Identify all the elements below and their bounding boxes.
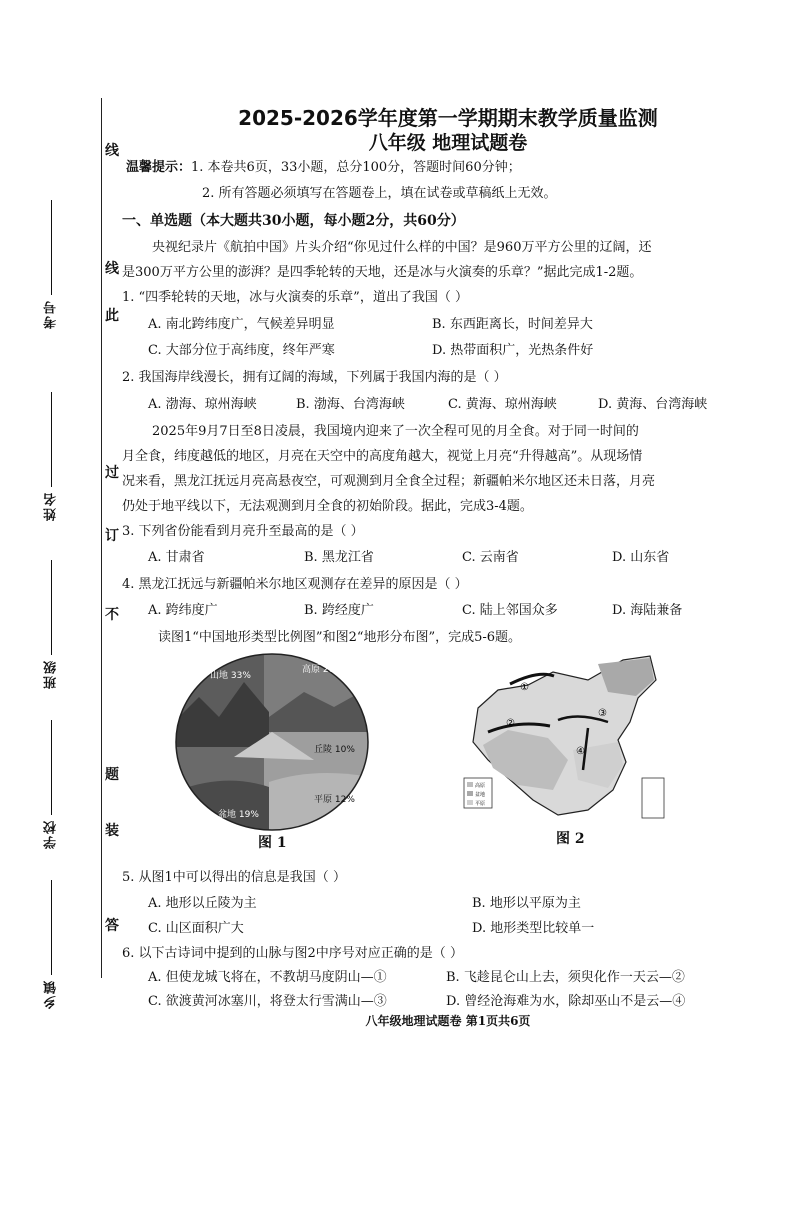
fig2-marker-1: ① — [520, 682, 529, 693]
question-4-stem: 4. 黑龙江抚远与新疆帕米尔地区观测存在差异的原因是（ ） — [122, 577, 468, 592]
tips-label: 温馨提示： — [126, 160, 192, 175]
passage-1-line-2: 是300万平方公里的澎湃？是四季轮转的天地，还是冰与火演奏的乐章？”据此完成1-2题。 — [122, 265, 643, 280]
seal-char: 题 — [105, 767, 119, 783]
passage-2-line-2: 月全食，纬度越低的地区，月亮在天空中的高度角越大，视觉上月亮“升得越高”。从现场情 — [122, 449, 643, 464]
question-2-option-d: D. 黄海、台湾海峡 — [598, 397, 708, 412]
question-3-option-d: D. 山东省 — [612, 550, 670, 565]
fig2-legend-plain: 平原 — [475, 801, 486, 807]
question-1-stem: 1. “四季轮转的天地，冰与火演奏的乐章”，道出了我国（ ） — [122, 290, 468, 305]
binding-sidebar — [0, 0, 120, 1208]
figure-2-terrain-map — [458, 650, 670, 832]
page-footer: 八年级地理试题卷 第1页共6页 — [365, 1014, 531, 1028]
binding-line — [101, 98, 102, 978]
field-name: 姓名 — [42, 392, 72, 521]
question-2-stem: 2. 我国海岸线漫长，拥有辽阔的海域，下列属于我国内海的是（ ） — [122, 370, 507, 385]
question-2-option-c: C. 黄海、琼州海峡 — [448, 397, 557, 412]
question-4-option-b: B. 跨经度广 — [304, 603, 374, 618]
question-6-option-d: D. 曾经沧海难为水，除却巫山不是云—④ — [446, 994, 686, 1009]
fig1-label-plateau: 高原 26% — [302, 665, 343, 675]
question-6-option-a: A. 但使龙城飞将在，不教胡马度阴山—① — [148, 970, 387, 985]
seal-char: 装 — [105, 823, 119, 839]
question-3-option-b: B. 黑龙江省 — [304, 550, 374, 565]
question-4-option-c: C. 陆上邻国众多 — [462, 603, 558, 618]
figure-2-caption: 图 2 — [556, 831, 585, 847]
question-4-option-d: D. 海陆兼备 — [612, 603, 683, 618]
seal-char: 过 — [105, 465, 119, 481]
question-5-option-a: A. 地形以丘陵为主 — [148, 896, 257, 911]
seal-char: 答 — [105, 918, 119, 934]
question-1-option-a: A. 南北跨纬度广，气候差异明显 — [148, 317, 335, 332]
question-1-option-b: B. 东西距离长，时间差异大 — [432, 317, 593, 332]
seal-char: 此 — [105, 308, 119, 324]
question-2-option-a: A. 渤海、琼州海峡 — [148, 397, 257, 412]
question-5-option-d: D. 地形类型比较单一 — [472, 921, 595, 936]
field-school: 学校 — [42, 720, 72, 849]
exam-subtitle: 八年级 地理试题卷 — [368, 132, 528, 154]
field-town: 乡镇 — [42, 880, 72, 1009]
question-5-stem: 5. 从图1中可以得出的信息是我国（ ） — [122, 870, 346, 885]
question-3-stem: 3. 下列省份能看到月亮升至最高的是（ ） — [122, 524, 364, 539]
passage-1-line-1: 央视纪录片《航拍中国》片头介绍“你见过什么样的中国？是960万平方公里的辽阔，还 — [152, 240, 652, 255]
section-heading: 一、单选题（本大题共30小题，每小题2分，共60分） — [122, 213, 465, 229]
field-exam-number: 考号 — [42, 200, 72, 329]
question-5-option-b: B. 地形以平原为主 — [472, 896, 581, 911]
field-class: 班级 — [42, 560, 72, 689]
question-3-option-c: C. 云南省 — [462, 550, 519, 565]
tips-line-1 — [126, 156, 521, 175]
question-6-option-b: B. 飞趁昆仑山上去，须臾化作一天云—② — [446, 970, 685, 985]
question-5-option-c: C. 山区面积广大 — [148, 921, 244, 936]
seal-char: 线 — [105, 143, 119, 159]
question-1-option-d: D. 热带面积广，光热条件好 — [432, 343, 594, 358]
tips-text-1: 1. 本卷共6页，33小题，总分100分，答题时间60分钟； — [191, 160, 521, 175]
passage-2-line-4: 仍处于地平线以下，无法观测到月全食的初始阶段。据此，完成3-4题。 — [122, 499, 533, 514]
question-1-option-c: C. 大部分位于高纬度，终年严寒 — [148, 343, 335, 358]
question-3-option-a: A. 甘肃省 — [148, 550, 205, 565]
passage-2-line-1: 2025年9月7日至8日凌晨，我国境内迎来了一次全程可见的月全食。对于同一时间的 — [152, 424, 639, 439]
seal-char: 订 — [105, 528, 119, 544]
fig1-label-basin: 盆地 19% — [218, 810, 259, 820]
figure-1-caption: 图 1 — [258, 835, 287, 851]
fig2-marker-2: ② — [506, 718, 515, 729]
fig2-marker-4: ④ — [576, 746, 585, 757]
question-6-stem: 6. 以下古诗词中提到的山脉与图2中序号对应正确的是（ ） — [122, 946, 463, 961]
exam-title: 2025-2026学年度第一学期期末教学质量监测 — [238, 106, 658, 130]
tips-line-2: 2. 所有答题必须填写在答题卷上，填在试卷或草稿纸上无效。 — [202, 186, 557, 201]
passage-3: 读图1“中国地形类型比例图”和图2“地形分布图”，完成5-6题。 — [158, 630, 522, 645]
figure-1-terrain-proportion — [174, 652, 370, 836]
fig1-label-mountain: 山地 33% — [210, 671, 251, 681]
seal-char: 线 — [105, 261, 119, 277]
passage-2-line-3: 况来看，黑龙江抚远月亮高悬夜空，可观测到月全食全过程；新疆帕米尔地区还未日落，月亮 — [122, 474, 656, 489]
fig2-marker-3: ③ — [598, 708, 607, 719]
fig2-legend-basin: 盆地 — [475, 792, 486, 798]
fig1-label-plain: 平原 12% — [314, 795, 355, 805]
question-2-option-b: B. 渤海、台湾海峡 — [296, 397, 405, 412]
fig2-legend-plateau: 高原 — [475, 783, 486, 789]
question-4-option-a: A. 跨纬度广 — [148, 603, 218, 618]
question-6-option-c: C. 欲渡黄河冰塞川，将登太行雪满山—③ — [148, 994, 387, 1009]
fig1-label-hills: 丘陵 10% — [314, 745, 355, 755]
seal-char: 不 — [105, 607, 119, 623]
